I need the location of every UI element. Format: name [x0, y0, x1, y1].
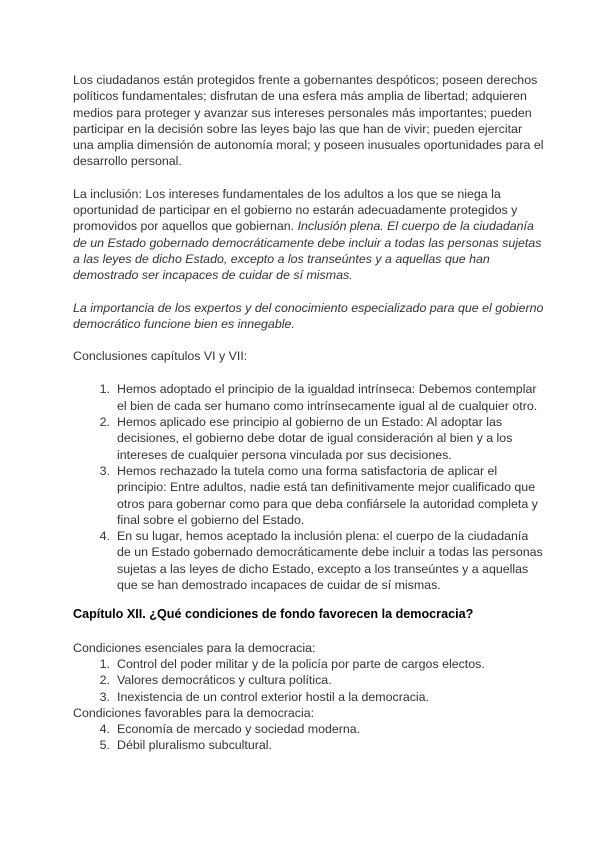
list-text: Hemos rechazado la tutela como una forma satisfactoria de aplicar el principio: Entre adultos, nadie está tan definitivamente mejor cualificado que otros para gobernar como para que deba confiársele la autoridad completa y final sobre el gobierno del Estado.	[117, 463, 538, 527]
paragraph-experts: La importancia de los expertos y del conocimiento especializado para que el gobierno democrático funcione bien es innegable.	[73, 300, 544, 331]
list-text: Inexistencia de un control exterior hostil a la democracia.	[117, 689, 429, 704]
list-item	[73, 737, 544, 753]
paragraph-benefits: Los ciudadanos están protegidos frente a gobernantes despóticos; poseen derechos políticos fundamentales; disfrutan de una esfera más amplia de libertad; adquieren medios para proteger y avanzar sus intereses personales más importantes; pueden participar en la decisión sobre las leyes bajo las que han de vivir; pueden ejercitar una amplia dimensión de autonomía moral; y poseen inusuales oportunidades para el desarrollo personal.	[73, 73, 544, 169]
list-item	[73, 463, 544, 528]
list-item	[73, 721, 544, 737]
list-number: 5.	[99, 738, 110, 753]
paragraph-inclusion	[73, 186, 544, 284]
list-item	[73, 528, 544, 593]
list-number: 4.	[99, 529, 110, 544]
conclusions-heading: Conclusiones capítulos VI y VII:	[73, 349, 248, 364]
list-text: Débil pluralismo subcultural.	[117, 738, 272, 753]
list-number: 2.	[99, 673, 110, 688]
inclusion-plena-text: Inclusión plena. El cuerpo de la ciudadanía de un Estado gobernado democráticamente debe incluir a todas las personas sujetas a las leyes de dicho Estado, excepto a los transeúntes y a aquellas que han demostrado ser incapaces de cuidar de sí mismas.	[73, 219, 542, 283]
list-text: Hemos aplicado ese principio al gobierno de un Estado: Al adoptar las decisiones, el gobierno debe dotar de igual consideración al bien y a los intereses de cualquier persona vinculada por sus decisiones.	[117, 415, 513, 462]
list-text: Valores democráticos y cultura política.	[117, 673, 332, 688]
list-item	[73, 672, 544, 688]
essential-conditions-label: Condiciones esenciales para la democracia:	[73, 640, 316, 655]
list-number: 3.	[99, 463, 110, 478]
inclusion-text: La inclusión: Los intereses fundamentales de los adultos a los que se niega la oportunidad de participar en el gobierno no estarán adecuadamente protegidos y promovidos por aquellos que gobiernan.	[73, 186, 518, 234]
favorable-conditions-label: Condiciones favorables para la democracia:	[73, 705, 315, 720]
essential-conditions-list	[73, 656, 544, 705]
list-number: 4.	[99, 722, 110, 737]
list-item	[73, 689, 544, 705]
list-number: 2.	[99, 415, 110, 430]
list-number: 1.	[99, 656, 110, 671]
list-item	[73, 381, 544, 414]
list-number: 3.	[99, 689, 110, 704]
favorable-conditions-list	[73, 721, 544, 754]
list-text: Economía de mercado y sociedad moderna.	[117, 722, 361, 737]
list-number: 1.	[99, 382, 110, 397]
chapter-heading: Capítulo XII. ¿Qué condiciones de fondo favorecen la democracia?	[73, 607, 474, 622]
list-text: Hemos adoptado el principio de la igualdad intrínseca: Debemos contemplar el bien de cada ser humano como intrínsecamente igual al de cualquier otro.	[117, 382, 538, 413]
list-text: En su lugar, hemos aceptado la inclusión plena: el cuerpo de la ciudadanía de un Estado gobernado democráticamente debe incluir a todas las personas sujetas a las leyes de dicho Estado, excepto a los transeúntes y a aquellas que se han demostrado incapaces de cuidar de sí mismas.	[117, 529, 543, 593]
list-text: Control del poder militar y de la policía por parte de cargos electos.	[117, 656, 485, 671]
conclusions-list	[73, 381, 544, 593]
list-item	[73, 656, 544, 672]
list-item	[73, 414, 544, 463]
